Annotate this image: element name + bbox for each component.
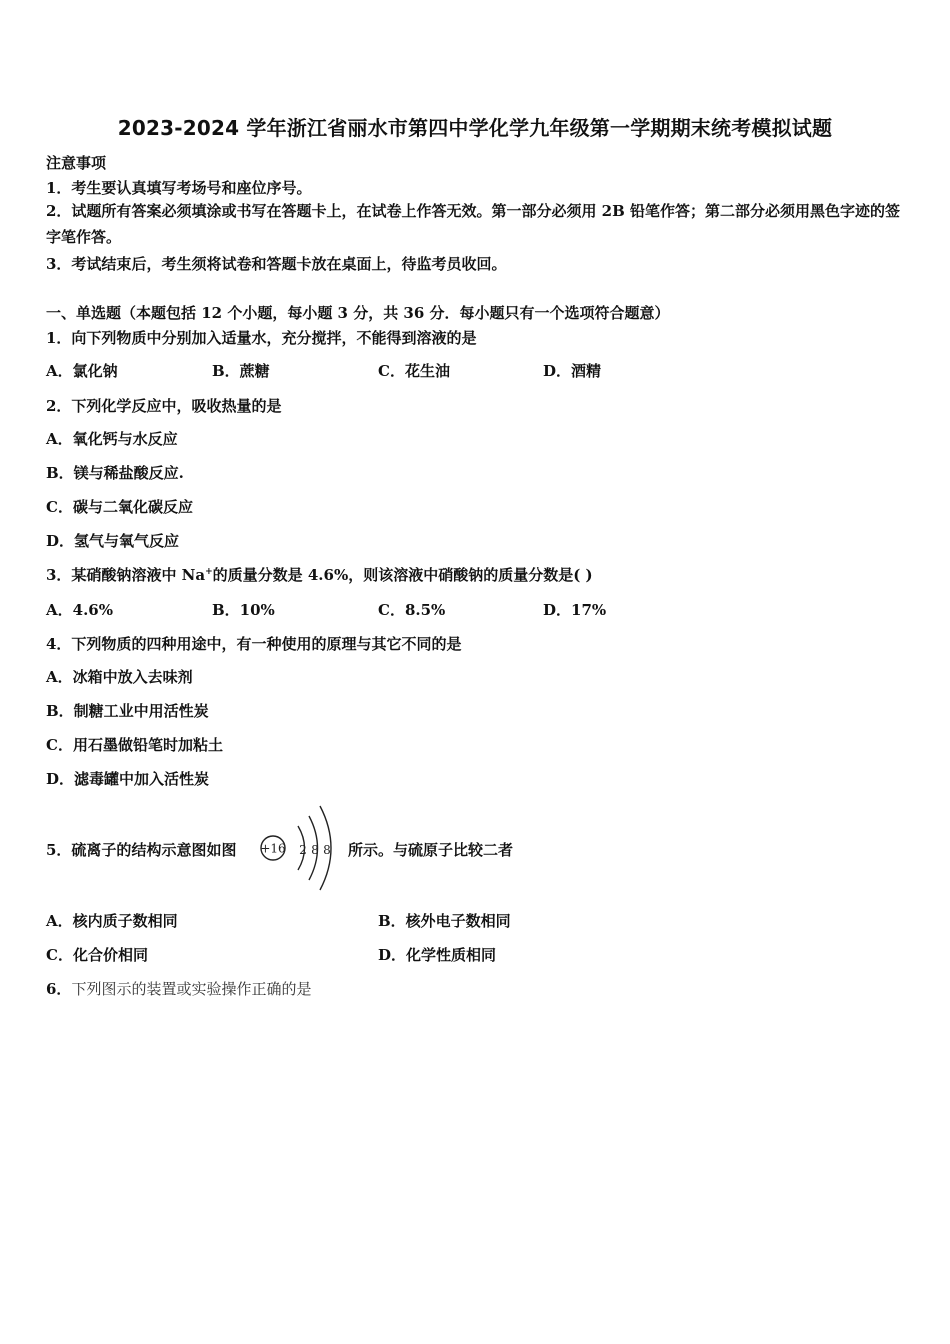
question-2-option-b: B．镁与稀盐酸反应. <box>46 464 184 482</box>
question-4-option-d: D．滤毒罐中加入活性炭 <box>46 770 210 788</box>
question-2-option-c: C．碳与二氧化碳反应 <box>46 498 193 516</box>
question-3-option-a: A．4.6% <box>46 601 113 619</box>
question-6-text: 下列图示的装置或实验操作正确的是 <box>71 980 312 998</box>
question-5-stem-after: 所示。与硫原子比较二者 <box>348 841 514 859</box>
question-4-option-b: B．制糖工业中用活性炭 <box>46 702 209 720</box>
notice-item-2: 2．试题所有答案必须填涂或书写在答题卡上，在试卷上作答无效。第一部分必须用 2B 铅笔作答；第二部分必须用黑色字迹的签字笔作答。 <box>46 202 901 246</box>
shell-1-electrons: 2 <box>299 843 307 857</box>
question-6-stem <box>46 978 311 999</box>
page-title: 2023-2024 学年浙江省丽水市第四中学化学九年级第一学期期末统考模拟试题 <box>117 116 833 140</box>
question-1-option-a: A．氯化钠 <box>46 362 118 380</box>
question-1-option-d: D．酒精 <box>543 362 602 380</box>
question-4-stem: 4．下列物质的四种用途中，有一种使用的原理与其它不同的是 <box>46 635 462 653</box>
sulfur-ion-structure-diagram <box>256 802 346 894</box>
notice-item-3: 3．考试结束后，考生须将试卷和答题卡放在桌面上，待监考员收回。 <box>46 255 507 273</box>
question-5-option-b: B．核外电子数相同 <box>378 912 511 930</box>
question-3-stem <box>46 564 593 585</box>
question-3-option-d: D．17% <box>543 601 607 619</box>
question-5-option-d: D．化学性质相同 <box>378 946 497 964</box>
question-2-option-d: D．氢气与氧气反应 <box>46 532 180 550</box>
question-1-stem: 1．向下列物质中分别加入适量水，充分搅拌，不能得到溶液的是 <box>46 329 477 347</box>
question-2-stem: 2．下列化学反应中，吸收热量的是 <box>46 397 282 415</box>
question-3-stem-after: 的质量分数是 4.6%，则该溶液中硝酸钠的质量分数是( ) <box>212 566 593 584</box>
notice-heading: 注意事项 <box>46 154 107 172</box>
notice-item-1: 1．考生要认真填写考场号和座位序号。 <box>46 179 312 197</box>
question-1-option-c: C．花生油 <box>378 362 450 380</box>
question-5-option-a: A．核内质子数相同 <box>46 912 178 930</box>
question-3-stem-before: 3．某硝酸钠溶液中 Na <box>46 566 206 584</box>
question-3-option-b: B．10% <box>212 601 275 619</box>
nucleus-charge: +16 <box>260 841 286 856</box>
shell-2-electrons: 8 <box>311 843 319 857</box>
question-1-option-b: B．蔗糖 <box>212 362 270 380</box>
question-2-option-a: A．氧化钙与水反应 <box>46 430 178 448</box>
question-4-option-a: A．冰箱中放入去味剂 <box>46 668 193 686</box>
question-3-stem-sup: + <box>205 567 213 577</box>
section-heading: 一、单选题（本题包括 12 个小题，每小题 3 分，共 36 分．每小题只有一个选项符合题意） <box>46 304 670 322</box>
question-4-option-c: C．用石墨做铅笔时加粘土 <box>46 736 223 754</box>
question-5-option-c: C．化合价相同 <box>46 946 148 964</box>
question-6-number: 6． <box>46 980 72 998</box>
question-3-option-c: C．8.5% <box>378 601 446 619</box>
question-5-stem-before: 5．硫离子的结构示意图如图 <box>46 841 237 859</box>
shell-3-electrons: 8 <box>323 843 331 857</box>
